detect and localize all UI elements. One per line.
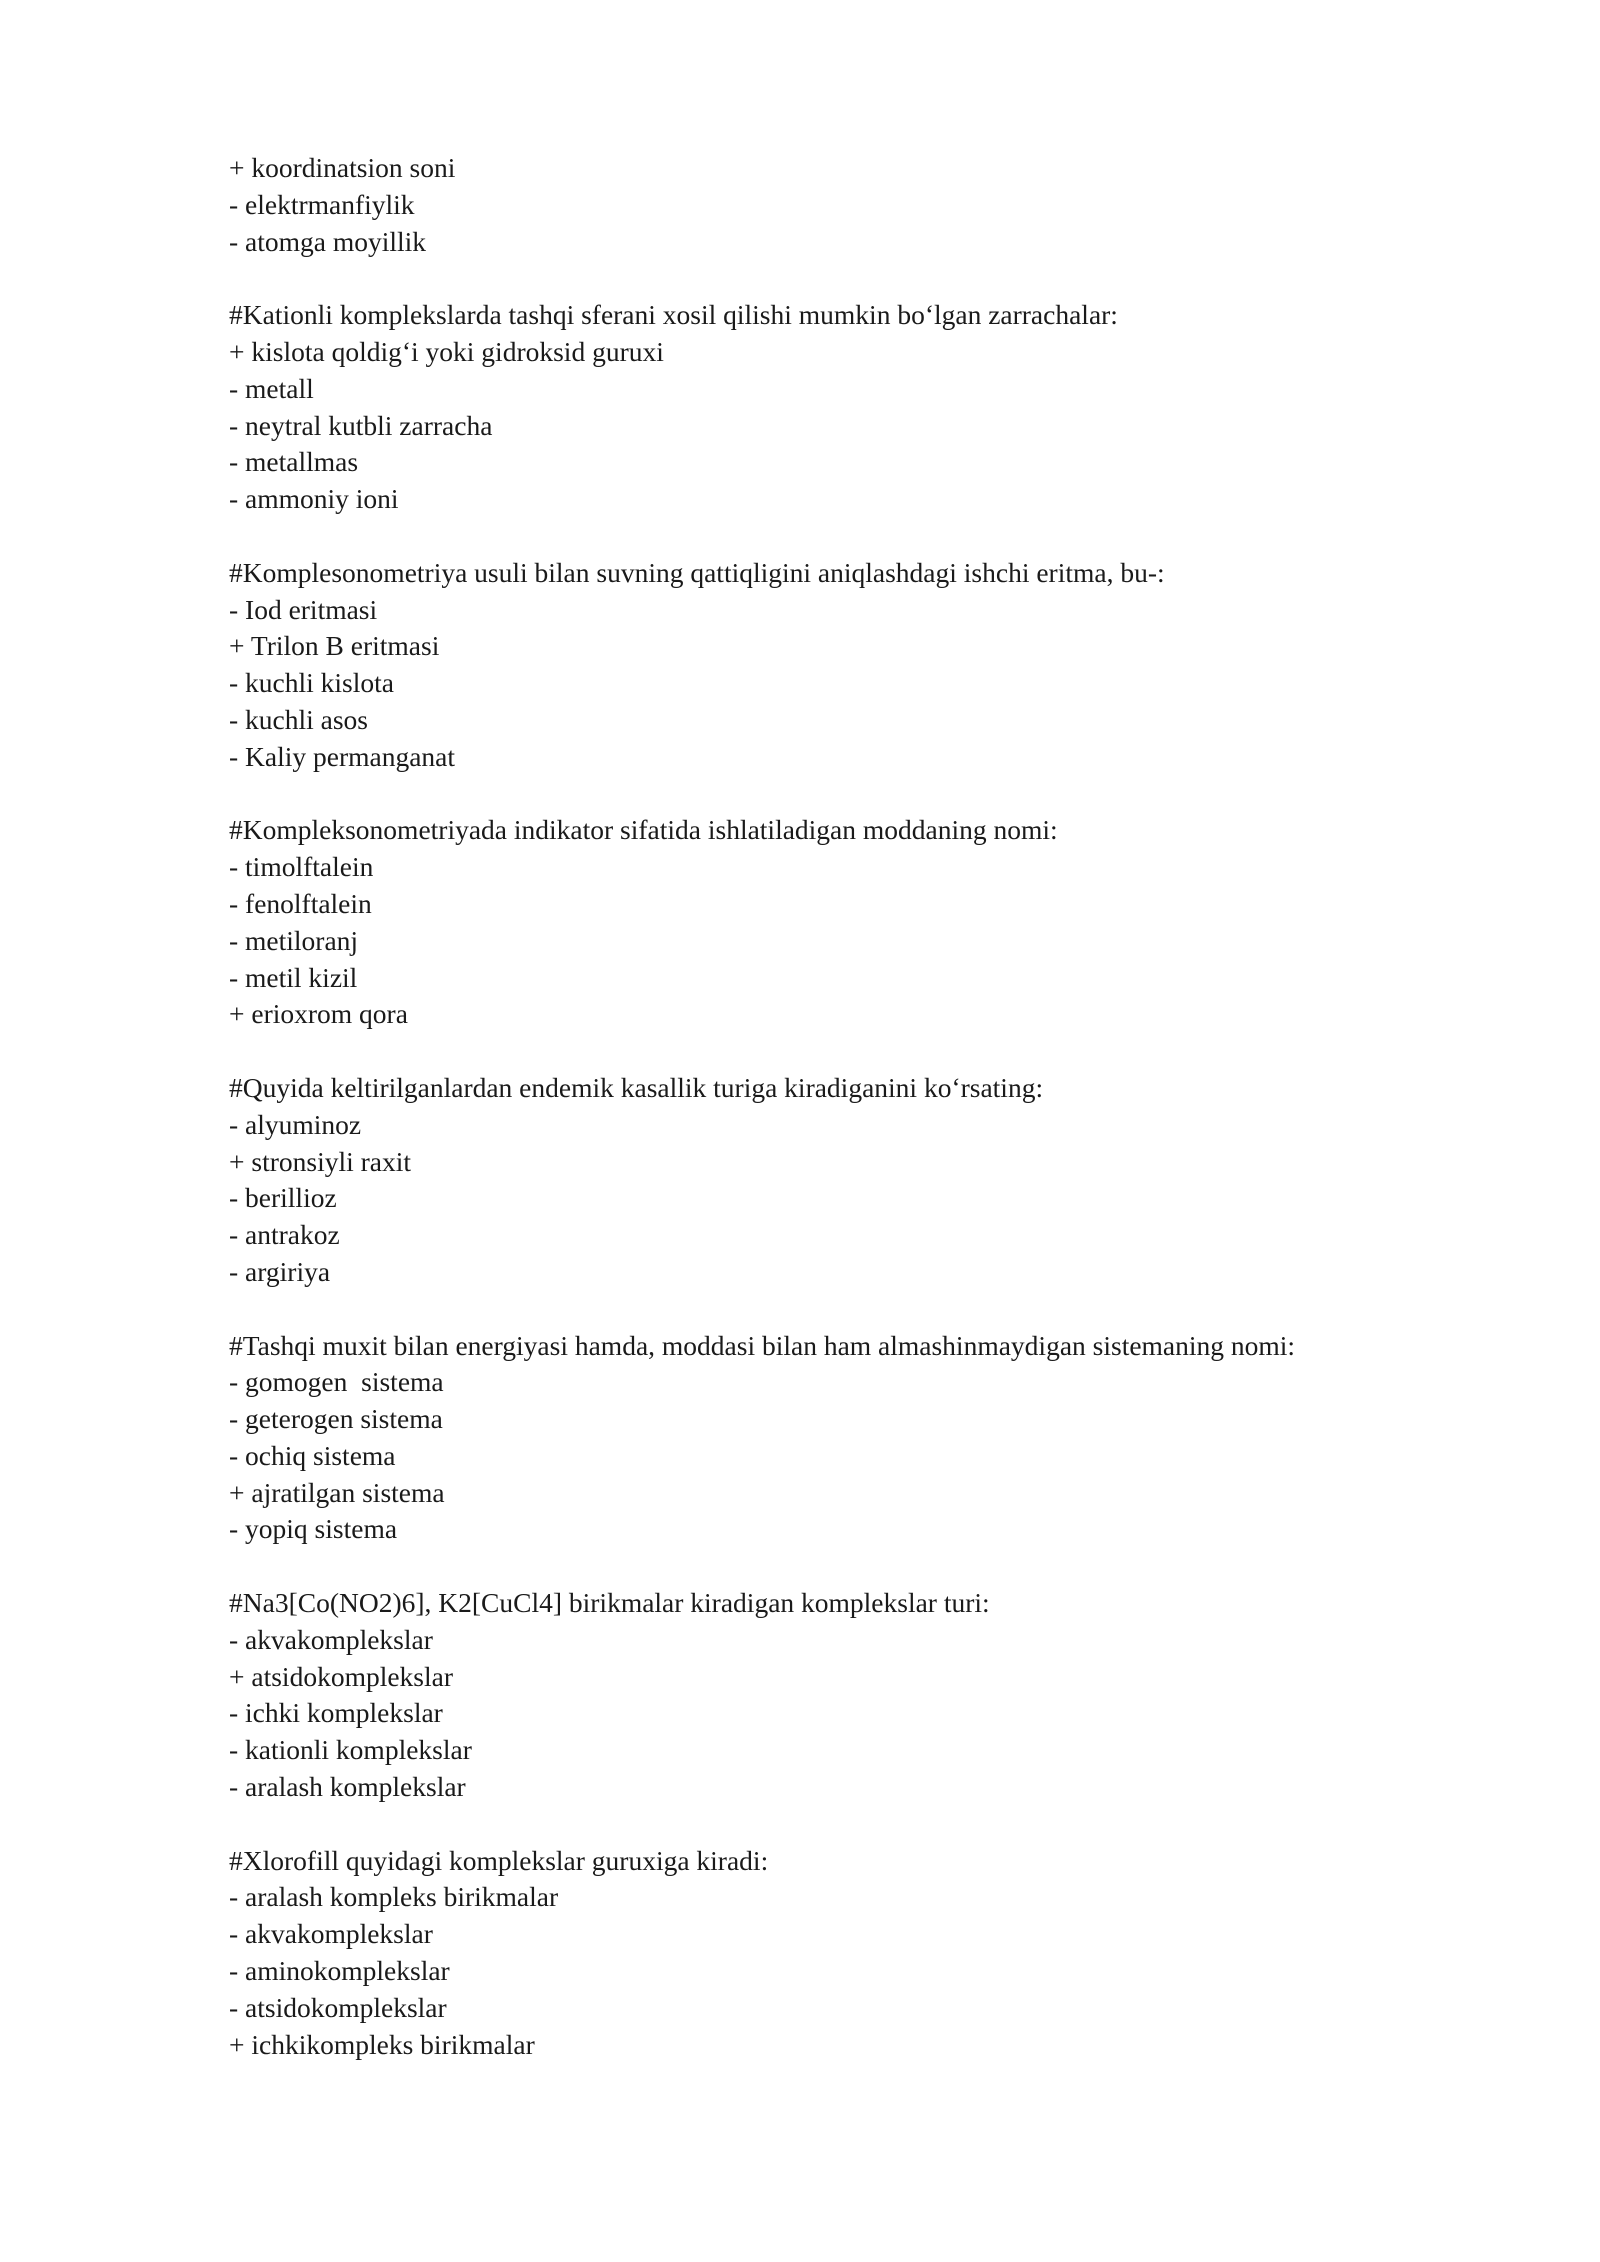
option-line: - neytral kutbli zarracha [229,409,493,441]
option-line: - argiriya [229,1255,331,1287]
option-line: - yopiq sistema [229,1513,398,1545]
question-block [229,555,1529,776]
option-line: + ichkikompleks birikmalar [229,2028,535,2060]
option-line: - fenolftalein [229,887,372,919]
option-line: - geterogen sistema [229,1403,443,1435]
option-line: - Iod eritmasi [229,593,378,625]
option-line: + erioxrom qora [229,998,408,1030]
option-line: - ichki komplekslar [229,1697,443,1729]
question-text: #Komplesonometriya usuli bilan suvning qattiqligini aniqlashdagi ishchi eritma, bu-: [229,556,1165,588]
option-line: - kationli komplekslar [229,1734,472,1766]
option-line: - atsidokomplekslar [229,1991,447,2023]
option-line: - metallmas [229,446,359,478]
option-line: - timolftalein [229,851,374,883]
question-text: #Kompleksonometriyada indikator sifatida ishlatiladigan moddaning nomi: [229,814,1058,846]
option-line: + Trilon B eritmasi [229,630,440,662]
option-line: - gomogen sistema [229,1366,444,1398]
option-line: - aralash komplekslar [229,1771,466,1803]
option-line: + atsidokomplekslar [229,1660,454,1692]
option-line: - ochiq sistema [229,1439,396,1471]
question-block [229,150,1529,260]
option-line: - akvakomplekslar [229,1623,433,1655]
question-block [229,1070,1529,1291]
question-text: #Na3[Co(NO2)6], K2[CuCl4] birikmalar kiradigan komplekslar turi: [229,1587,990,1619]
option-line: + kislota qoldig‘i yoki gidroksid guruxi [229,335,664,367]
question-text: #Kationli komplekslarda tashqi sferani xosil qilishi mumkin bo‘lgan zarrachalar: [229,299,1118,331]
option-line: - aralash kompleks birikmalar [229,1881,559,1913]
option-line: - atomga moyillik [229,225,427,257]
option-line: - alyuminoz [229,1108,362,1140]
option-line: - metil kizil [229,961,358,993]
question-block [229,1328,1529,1549]
option-line: - elektrmanfiylik [229,188,415,220]
option-line: - berillioz [229,1182,337,1214]
question-text: #Quyida keltirilganlardan endemik kasallik turiga kiradiganini ko‘rsating: [229,1071,1044,1103]
option-line: + stronsiyli raxit [229,1145,412,1177]
question-text: #Tashqi muxit bilan energiyasi hamda, moddasi bilan ham almashinmaydigan sistemaning nomi: [229,1329,1296,1361]
document-page [229,150,1529,2100]
question-block [229,812,1529,1033]
option-line: - metall [229,372,314,404]
option-line: + ajratilgan sistema [229,1476,445,1508]
option-line: - ammoniy ioni [229,483,399,515]
question-block [229,1585,1529,1806]
question-block [229,1843,1529,2064]
option-line: - antrakoz [229,1219,340,1251]
option-line: - aminokomplekslar [229,1955,450,1987]
option-line: - metiloranj [229,924,359,956]
option-line: - Kaliy permanganat [229,740,456,772]
question-block [229,297,1529,518]
question-text: #Xlorofill quyidagi komplekslar guruxiga kiradi: [229,1844,769,1876]
option-line: + koordinatsion soni [229,152,456,183]
option-line: - kuchli asos [229,703,369,735]
option-line: - akvakomplekslar [229,1918,433,1950]
option-line: - kuchli kislota [229,667,394,699]
